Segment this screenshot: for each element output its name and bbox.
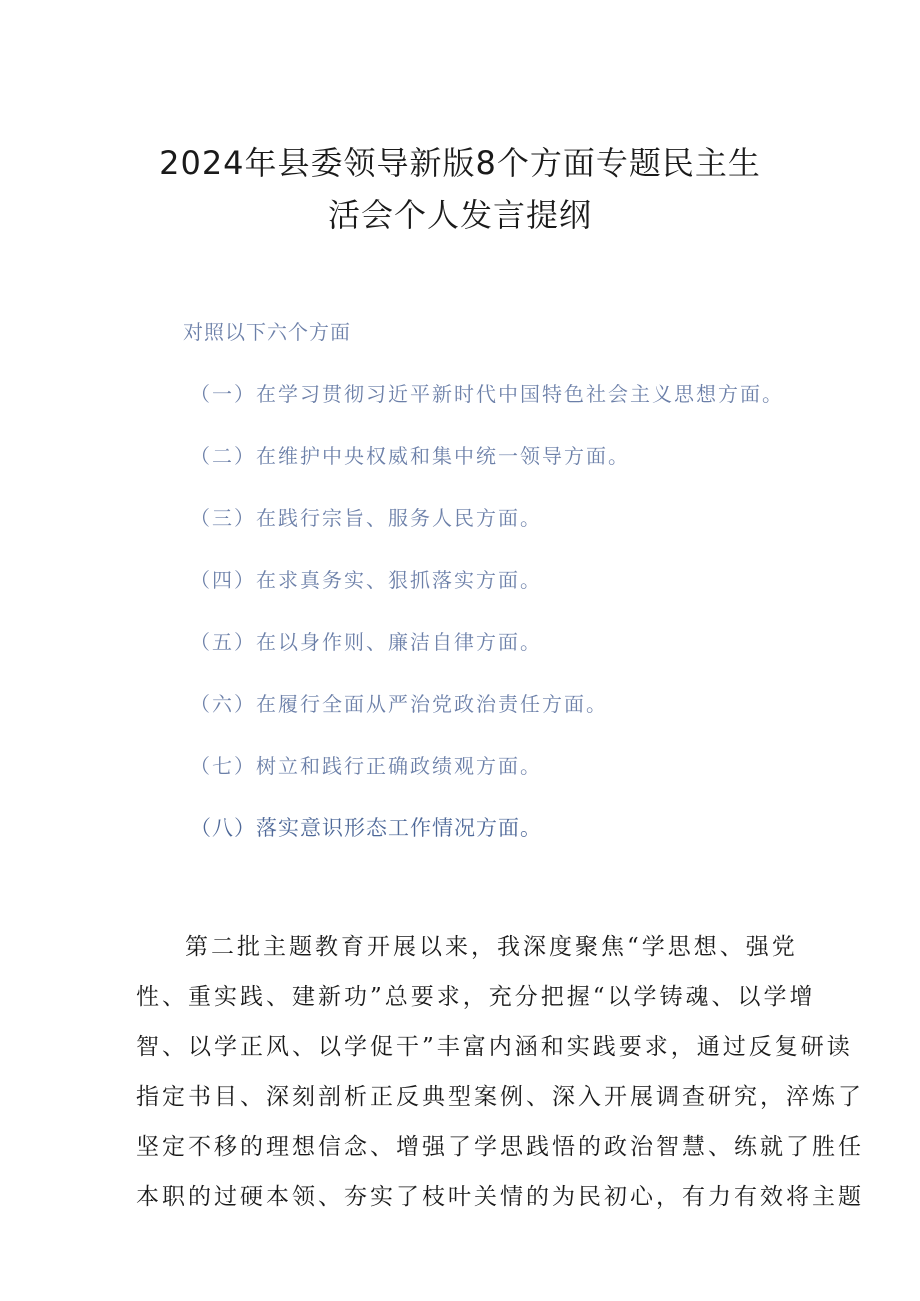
paragraph-line-3: 智、以学正风、以学促干”丰富内涵和实践要求，通过反复研读 xyxy=(136,1034,853,1060)
outline-item-1: （一）在学习贯彻习近平新时代中国特色社会主义思想方面。 xyxy=(190,382,784,406)
outline-intro: 对照以下六个方面 xyxy=(183,320,351,344)
paragraph-line-4: 指定书目、深刻剖析正反典型案例、深入开展调查研究，淬炼了 xyxy=(136,1084,864,1110)
paragraph-line-5: 坚定不移的理想信念、增强了学思践悟的政治智慧、练就了胜任 xyxy=(136,1134,864,1160)
document-title-line-1: 2024年县委领导新版8个方面专题民主生 xyxy=(159,144,761,182)
outline-item-2: （二）在维护中央权威和集中统一领导方面。 xyxy=(190,444,630,468)
outline-item-7: （七）树立和践行正确政绩观方面。 xyxy=(190,754,542,778)
document-title-line-2: 活会个人发言提纲 xyxy=(327,196,592,234)
outline-item-3: （三）在践行宗旨、服务人民方面。 xyxy=(190,506,542,530)
paragraph-line-1: 第二批主题教育开展以来，我深度聚焦“学思想、强党 xyxy=(185,934,798,960)
paragraph-line-6: 本职的过硬本领、夯实了枝叶关情的为民初心，有力有效将主题 xyxy=(136,1184,864,1210)
outline-item-4: （四）在求真务实、狠抓落实方面。 xyxy=(190,568,542,592)
paragraph-line-2: 性、重实践、建新功”总要求，充分把握“以学铸魂、以学增 xyxy=(136,984,816,1010)
outline-item-6: （六）在履行全面从严治党政治责任方面。 xyxy=(190,692,608,716)
outline-item-5: （五）在以身作则、廉洁自律方面。 xyxy=(190,630,542,654)
outline-item-8: （八）落实意识形态工作情况方面。 xyxy=(190,816,542,840)
